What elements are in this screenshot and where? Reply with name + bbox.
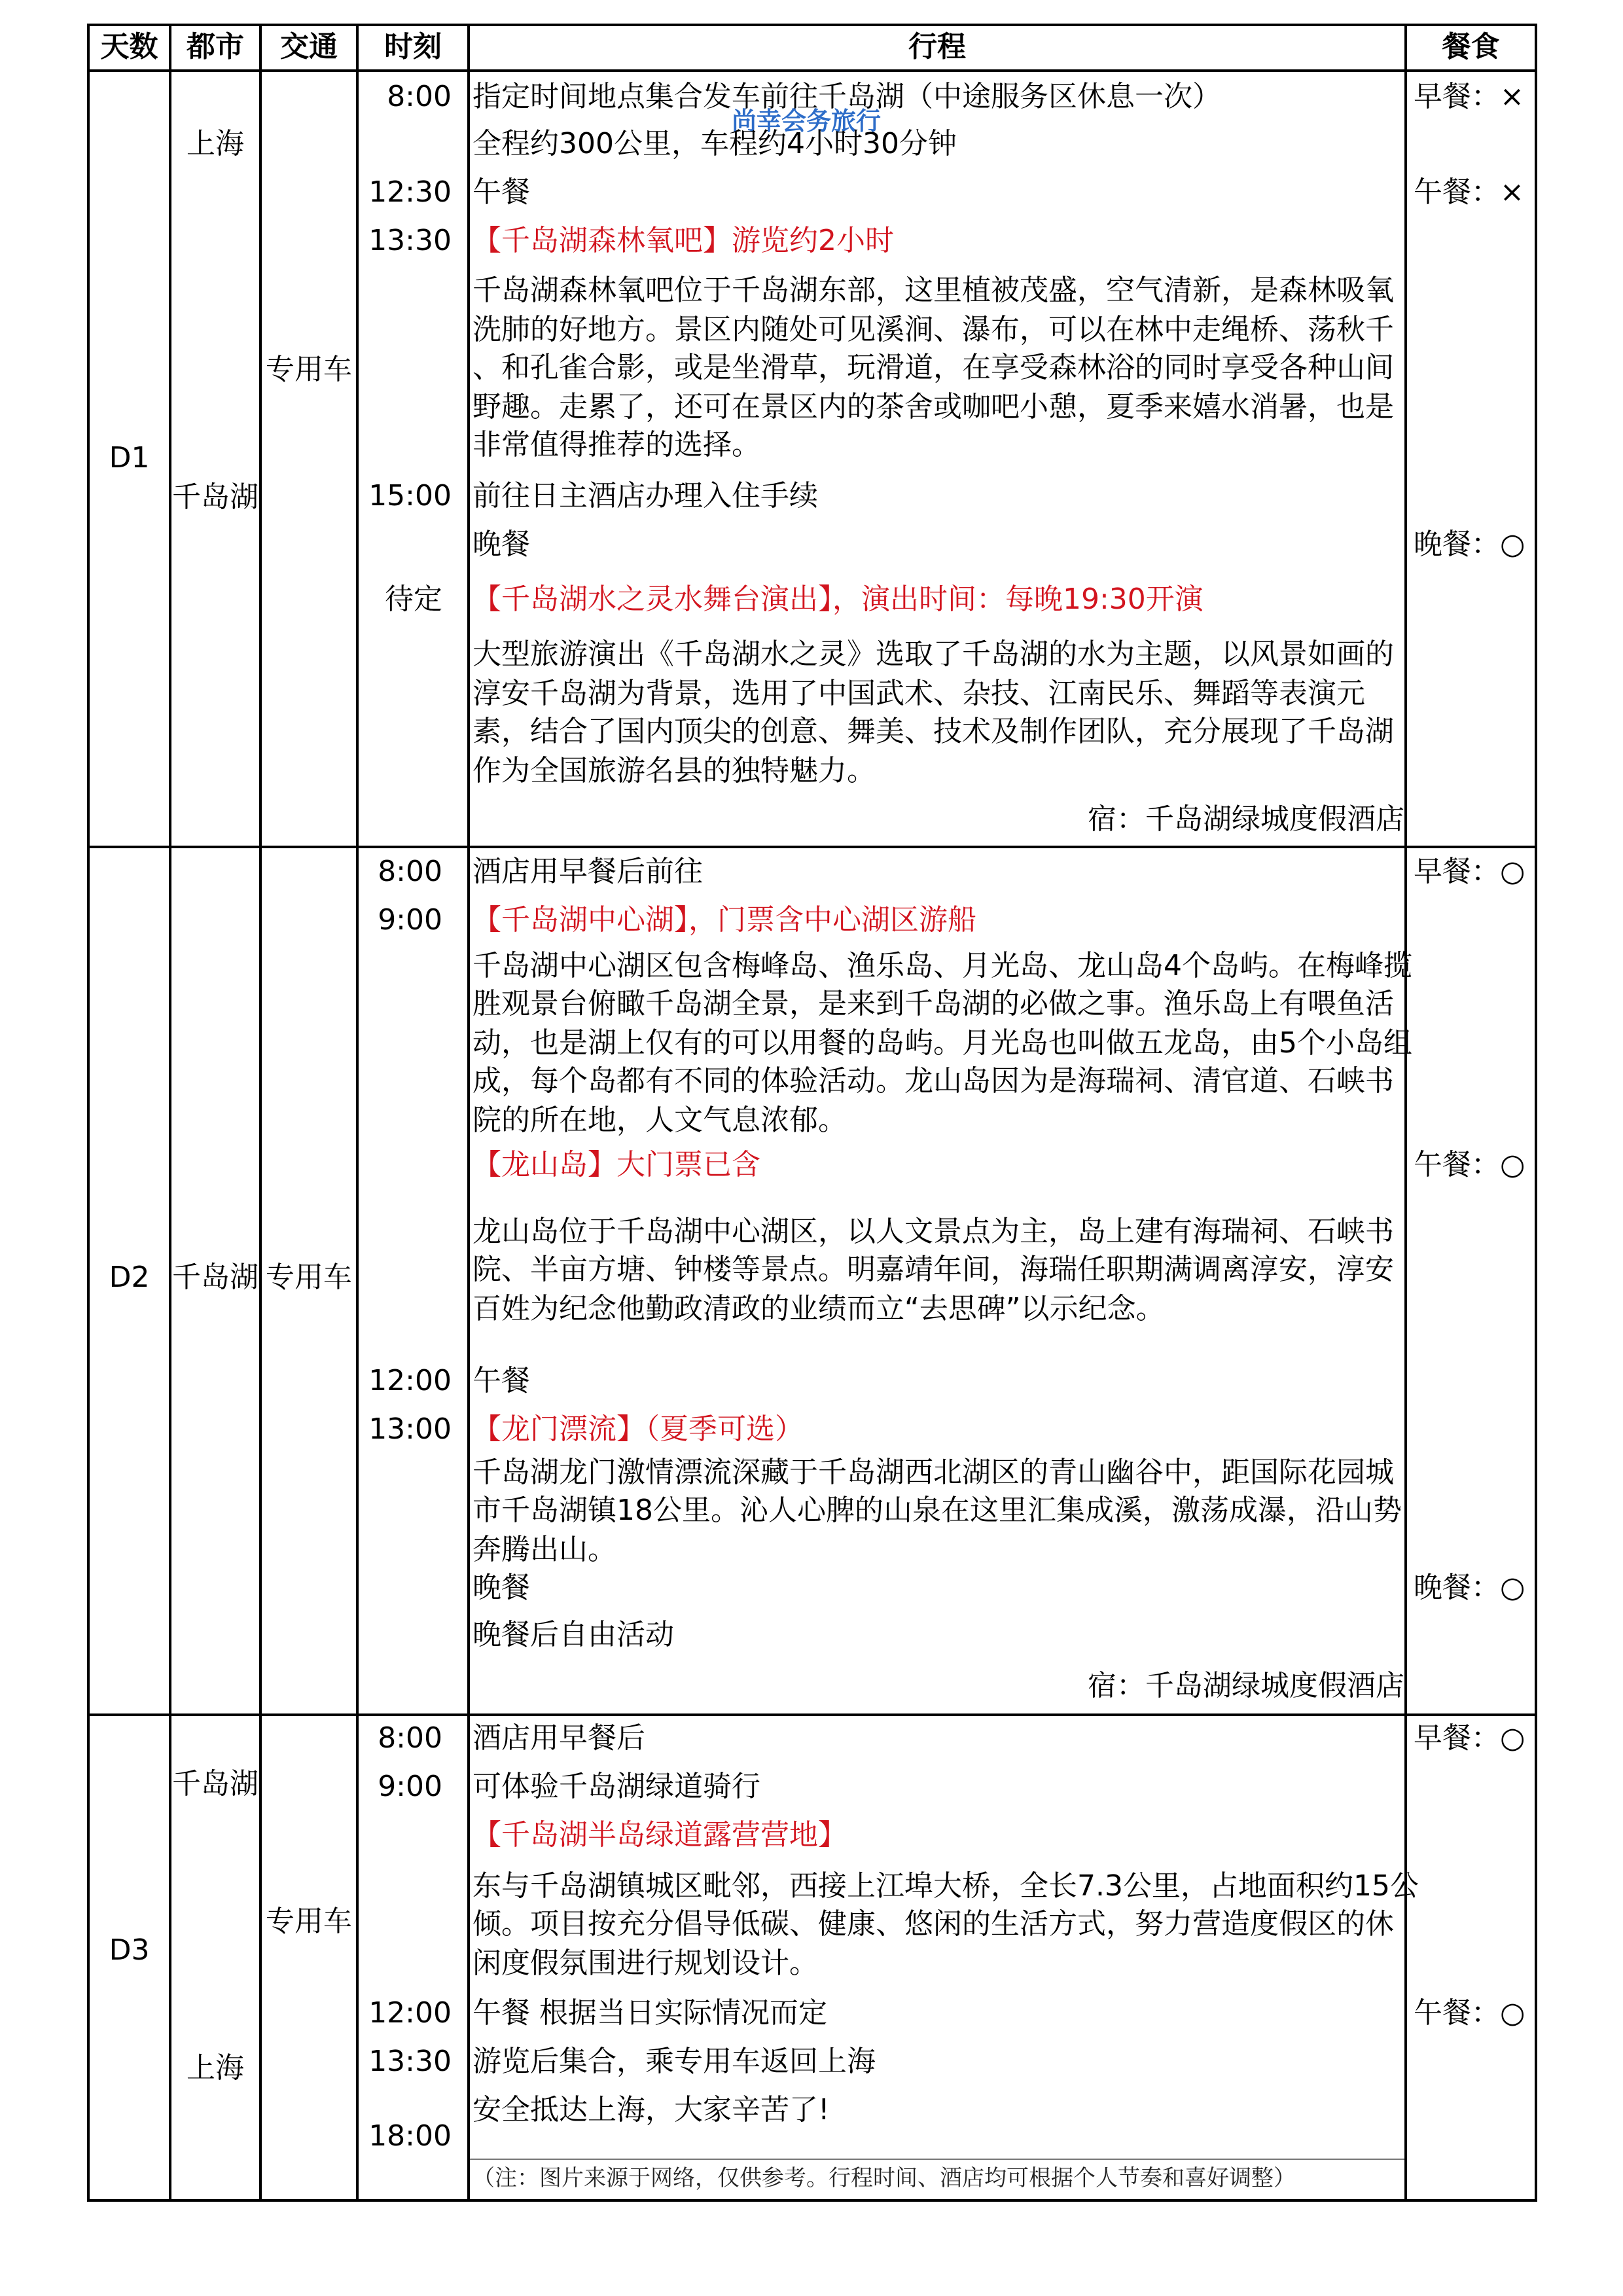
d2-line: 百姓为纪念他勤政清政的业绩而立“去思碑”以示纪念。 <box>473 1292 1165 1325</box>
d1-hotel: 宿：千岛湖绿城度假酒店 <box>1088 802 1404 836</box>
d2-city: 千岛湖 <box>172 1261 259 1294</box>
d3-day: D3 <box>109 1933 150 1967</box>
d2-meal: 晚餐：○ <box>1414 1571 1525 1604</box>
watermark: 尚幸会务旅行 <box>732 107 882 135</box>
d3-city-end: 上海 <box>187 2051 244 2085</box>
d1-meal: 早餐：× <box>1414 80 1524 113</box>
d1-line: 野趣。走累了，还可在景区内的茶舍或咖吧小憩，夏季来嬉水消暑，也是 <box>473 390 1394 423</box>
d3-time: 13:30 <box>368 2045 452 2078</box>
d1-time: 13:30 <box>368 224 452 257</box>
d2-line: 酒店用早餐后前往 <box>473 855 703 888</box>
d2-line: 院的所在地，人文气息浓郁。 <box>473 1103 847 1137</box>
d2-day: D2 <box>109 1261 150 1294</box>
d2-meal: 早餐：○ <box>1414 855 1525 888</box>
header-meals: 餐食 <box>1442 30 1500 63</box>
d1-line: 非常值得推荐的选择。 <box>473 428 760 461</box>
d3-line: 可体验千岛湖绿道骑行 <box>473 1770 760 1803</box>
d1-line: 前往日主酒店办理入住手续 <box>473 479 818 512</box>
d1-line: 全程约300公里，车程约4小时30分钟 <box>473 127 957 160</box>
d2-line: 动，也是湖上仅有的可以用餐的岛屿。月光岛也叫做五龙岛，由5个小岛组 <box>473 1026 1412 1060</box>
d2-d3-divider <box>87 1713 1537 1716</box>
d1-meal: 晚餐：○ <box>1414 528 1525 561</box>
header-transport: 交通 <box>280 30 338 63</box>
col-line-7 <box>1535 24 1537 2202</box>
d1-line: 晚餐 <box>473 528 530 561</box>
d3-meal: 午餐：○ <box>1414 1996 1525 2030</box>
d3-transport: 专用车 <box>266 1905 352 1938</box>
d1-line: 午餐 <box>473 175 530 209</box>
d1-meal: 午餐：× <box>1414 175 1524 209</box>
d2-rafting-title: 【龙门漂流】（夏季可选） <box>473 1412 804 1446</box>
d2-line: 千岛湖龙门激情漂流深藏于千岛湖西北湖区的青山幽谷中，距国际花园城 <box>473 1456 1394 1489</box>
d3-line: 闲度假氛围进行规划设计。 <box>473 1946 818 1980</box>
d2-line: 千岛湖中心湖区包含梅峰岛、渔乐岛、月光岛、龙山岛4个岛屿。在梅峰揽 <box>473 949 1412 982</box>
d2-line: 午餐 <box>473 1364 530 1397</box>
d2-hotel: 宿：千岛湖绿城度假酒店 <box>1088 1669 1404 1702</box>
d2-line: 晚餐后自由活动 <box>473 1618 674 1651</box>
d1-time: 12:30 <box>368 175 452 209</box>
table-border-bottom <box>87 2199 1537 2202</box>
header-divider <box>87 69 1537 72</box>
d1-show-title: 【千岛湖水之灵水舞台演出】，演出时间：每晚19:30开演 <box>473 583 1204 616</box>
d3-time: 8:00 <box>378 1721 442 1755</box>
d2-meal: 午餐：○ <box>1414 1148 1525 1181</box>
d3-line: 安全抵达上海，大家辛苦了! <box>473 2093 830 2126</box>
d2-line: 奔腾出山。 <box>473 1533 616 1566</box>
col-line-4 <box>356 24 359 2202</box>
d1-line: 淳安千岛湖为背景，选用了中国武术、杂技、江南民乐、舞蹈等表演元 <box>473 677 1365 710</box>
header-itinerary: 行程 <box>908 30 966 63</box>
d2-transport: 专用车 <box>266 1261 352 1294</box>
d2-line: 市千岛湖镇18公里。沁人心脾的山泉在这里汇集成溪，激荡成瀑，沿山势 <box>473 1494 1402 1527</box>
d2-attraction-title: 【龙山岛】大门票已含 <box>473 1148 760 1181</box>
d2-line: 胜观景台俯瞰千岛湖全景，是来到千岛湖的必做之事。渔乐岛上有喂鱼活 <box>473 987 1394 1020</box>
d2-time: 13:00 <box>368 1412 452 1446</box>
d2-line: 成，每个岛都有不同的体验活动。龙山岛因为是海瑞祠、清官道、石峡书 <box>473 1064 1394 1098</box>
header-time: 时刻 <box>384 30 442 63</box>
d3-line: 酒店用早餐后 <box>473 1721 645 1755</box>
d2-time: 12:00 <box>368 1364 452 1397</box>
d1-city-start: 上海 <box>187 127 244 160</box>
d1-line: 洗肺的好地方。景区内随处可见溪涧、瀑布，可以在林中走绳桥、荡秋千 <box>473 313 1394 346</box>
d1-line: 大型旅游演出《千岛湖水之灵》选取了千岛湖的水为主题，以风景如画的 <box>473 637 1394 671</box>
d1-line: 作为全国旅游名县的独特魅力。 <box>473 754 876 787</box>
col-line-5 <box>467 24 470 2202</box>
d1-line: 素，结合了国内顶尖的创意、舞美、技术及制作团队，充分展现了千岛湖 <box>473 715 1394 748</box>
d1-attraction-title: 【千岛湖森林氧吧】游览约2小时 <box>473 224 894 257</box>
d2-attraction-title: 【千岛湖中心湖】，门票含中心湖区游船 <box>473 903 976 937</box>
d3-city-start: 千岛湖 <box>172 1767 259 1801</box>
note-divider <box>469 2159 1404 2160</box>
header-city: 都市 <box>187 30 244 63</box>
d1-day: D1 <box>109 441 150 475</box>
d3-meal: 早餐：○ <box>1414 1721 1525 1755</box>
d3-line: 午餐 根据当日实际情况而定 <box>473 1996 827 2030</box>
table-border-top <box>87 24 1537 26</box>
d2-time: 9:00 <box>378 903 442 937</box>
d2-line: 晚餐 <box>473 1571 530 1604</box>
d3-attraction-title: 【千岛湖半岛绿道露营营地】 <box>473 1818 847 1852</box>
header-day: 天数 <box>100 30 158 63</box>
col-line-2 <box>169 24 171 2202</box>
d1-line: 千岛湖森林氧吧位于千岛湖东部，这里植被茂盛，空气清新，是森林吸氧 <box>473 274 1394 307</box>
d2-line: 院、半亩方塘、钟楼等景点。明嘉靖年间，海瑞任职期满调离淳安，淳安 <box>473 1253 1394 1286</box>
d1-d2-divider <box>87 846 1537 848</box>
d3-time: 18:00 <box>368 2119 452 2153</box>
d1-time: 15:00 <box>368 479 452 512</box>
d3-note: （注：图片来源于网络，仅供参考。行程时间、酒店均可根据个人节奏和喜好调整） <box>473 2165 1296 2191</box>
d3-line: 东与千岛湖镇城区毗邻，西接上江埠大桥，全长7.3公里，占地面积约15公 <box>473 1869 1419 1903</box>
d2-time: 8:00 <box>378 855 442 888</box>
col-line-1 <box>87 24 90 2202</box>
d3-line: 游览后集合，乘专用车返回上海 <box>473 2045 876 2078</box>
d2-line: 龙山岛位于千岛湖中心湖区，以人文景点为主，岛上建有海瑞祠、石峡书 <box>473 1215 1394 1248</box>
d3-line: 倾。项目按充分倡导低碳、健康、悠闲的生活方式，努力营造度假区的休 <box>473 1907 1394 1941</box>
d1-time: 8:00 <box>387 80 452 113</box>
d1-line: 指定时间地点集合发车前往千岛湖（中途服务区休息一次） <box>473 80 1221 113</box>
d3-time: 9:00 <box>378 1770 442 1803</box>
d1-line: 、和孔雀合影，或是坐滑草，玩滑道，在享受森林浴的同时享受各种山间 <box>473 351 1394 384</box>
d1-time: 待定 <box>385 583 442 616</box>
d1-city-end: 千岛湖 <box>172 480 259 514</box>
d1-transport: 专用车 <box>266 353 352 386</box>
d3-time: 12:00 <box>368 1996 452 2030</box>
